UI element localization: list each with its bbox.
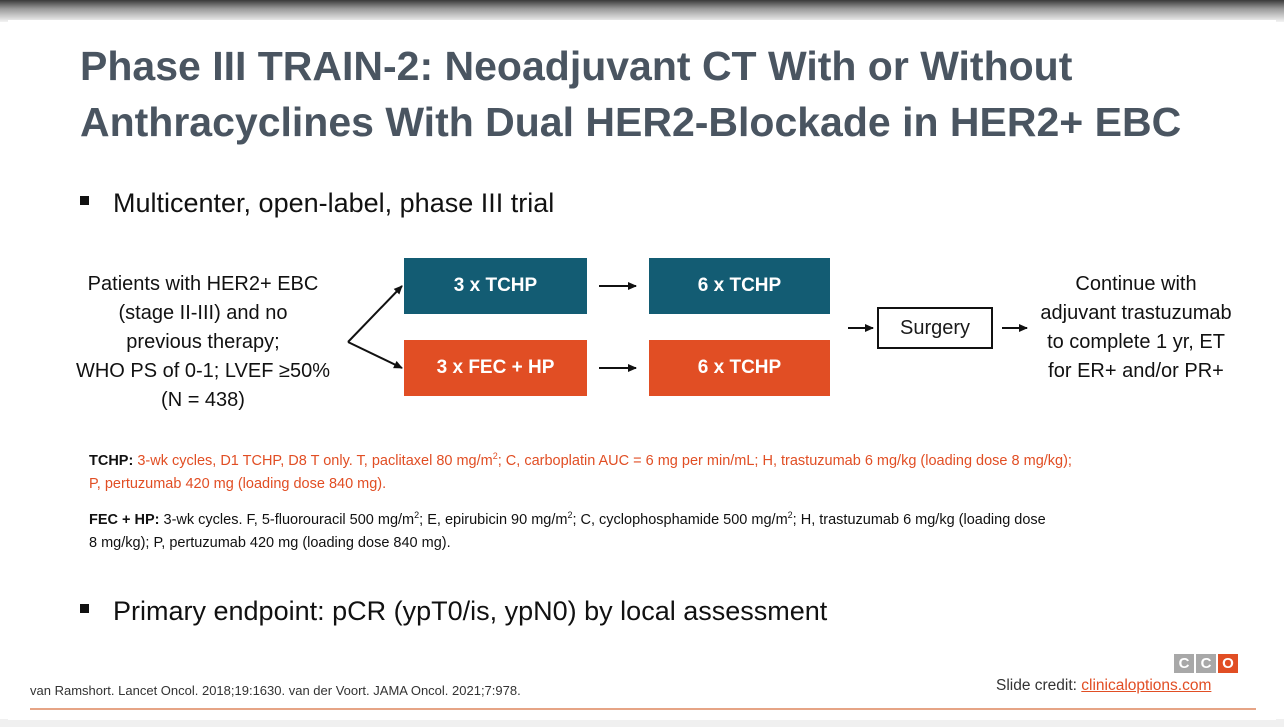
arm2-step2-box: 6 x TCHP (649, 340, 830, 396)
slide (8, 20, 1276, 720)
logo-letter: O (1218, 654, 1238, 673)
tchp-sup: 2 (492, 451, 498, 462)
continue-line: Continue with (1075, 273, 1197, 295)
tchp-text-b: ; C, carboplatin AUC = 6 mg per min/mL; H, trastuzumab 6 mg/kg (loading dose 8 mg/kg); (497, 453, 1072, 469)
square-bullet-icon (80, 196, 89, 205)
patients-line: (N = 438) (161, 389, 245, 411)
footer-divider (30, 708, 1256, 710)
fec-text-c: ; C, cyclophosphamide 500 mg/m (572, 512, 788, 528)
tchp-text-c: P, pertuzumab 420 mg (loading dose 840 mg). (89, 476, 387, 492)
continue-line: adjuvant trastuzumab (1040, 302, 1232, 324)
bullet-primary-endpoint (80, 596, 827, 627)
arm1-step2-box: 6 x TCHP (649, 258, 830, 314)
split-arrow-up (348, 286, 402, 342)
title-line-2: Anthracyclines With Dual HER2-Blockade in HER2+ EBC (80, 99, 1182, 145)
patient-population (58, 270, 348, 415)
patients-line: Patients with HER2+ EBC (87, 273, 319, 295)
continue-line: to complete 1 yr, ET (1047, 331, 1225, 353)
surgery-box: Surgery (877, 307, 993, 349)
credit-label: Slide credit: (996, 677, 1082, 694)
square-bullet-icon (80, 604, 89, 613)
continue-line: for ER+ and/or PR+ (1048, 360, 1224, 382)
fec-sup-3: 2 (787, 510, 793, 521)
patients-line: previous therapy; (126, 331, 280, 353)
window-bottom-shade (0, 719, 1284, 727)
fec-sup-1: 2 (414, 510, 420, 521)
fec-text-d: ; H, trastuzumab 6 mg/kg (loading dose (792, 512, 1046, 528)
title-line-1: Phase III TRAIN-2: Neoadjuvant CT With or Without (80, 43, 1073, 89)
patients-line: WHO PS of 0-1; LVEF ≥50% (75, 360, 331, 382)
logo-letter: C (1196, 654, 1216, 673)
arm2-step1-box: 3 x FEC + HP (404, 340, 587, 396)
slide-title (80, 38, 1230, 150)
slide-credit (996, 677, 1211, 695)
continue-text (1018, 270, 1254, 386)
patients-line: (stage II-III) and no (118, 302, 288, 324)
arm1-step1-box: 3 x TCHP (404, 258, 587, 314)
fec-sup-2: 2 (567, 510, 573, 521)
split-arrow-down (348, 342, 402, 368)
credit-link[interactable]: clinicaloptions.com (1081, 677, 1212, 694)
tchp-note (89, 450, 1239, 496)
tchp-key: TCHP: (89, 453, 134, 469)
fec-text-e: 8 mg/kg); P, pertuzumab 420 mg (loading dose 840 mg). (89, 535, 451, 551)
bullet-text: Primary endpoint: pCR (ypT0/is, ypN0) by local assessment (113, 596, 828, 626)
logo-letter: C (1174, 654, 1194, 673)
bullet-trial-design (80, 188, 554, 219)
window-top-shade (0, 0, 1284, 22)
citation: van Ramshort. Lancet Oncol. 2018;19:1630. van der Voort. JAMA Oncol. 2021;7:978. (30, 683, 521, 698)
tchp-text-a: 3-wk cycles, D1 TCHP, D8 T only. T, paclitaxel 80 mg/m (137, 453, 493, 469)
cco-logo (1174, 654, 1238, 673)
fec-text-a: 3-wk cycles. F, 5-fluorouracil 500 mg/m (163, 512, 415, 528)
bullet-text: Multicenter, open-label, phase III trial (113, 188, 555, 218)
fec-note (89, 509, 1239, 555)
fec-text-b: ; E, epirubicin 90 mg/m (419, 512, 568, 528)
fec-key: FEC + HP: (89, 512, 160, 528)
